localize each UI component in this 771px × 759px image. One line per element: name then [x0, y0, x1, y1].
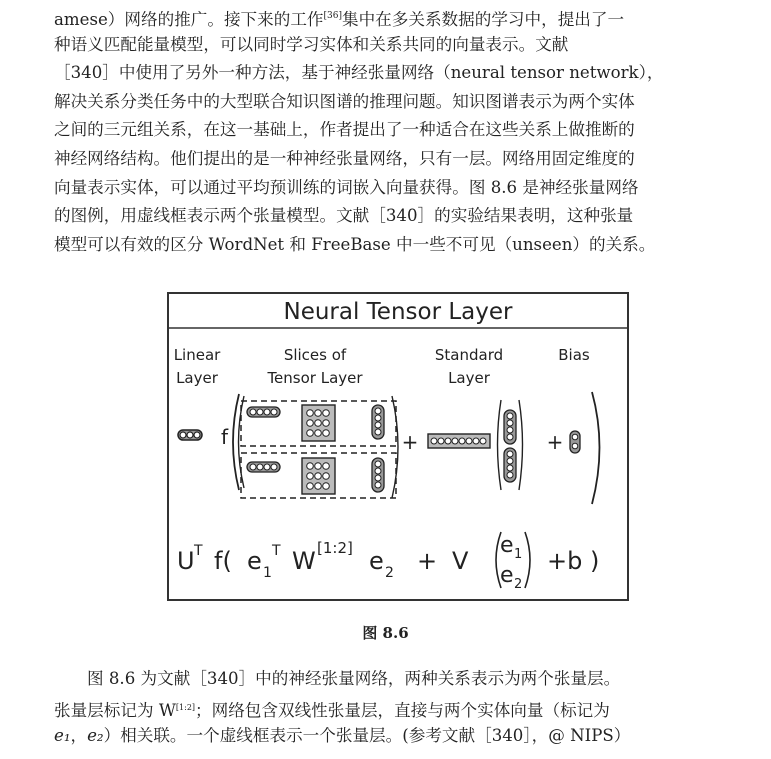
- text-line: 张量层标记为 W[1:2]；网络包含双线性张量层，直接与两个实体向量（标记为: [54, 700, 610, 720]
- formula-plus: +: [417, 547, 438, 575]
- col-standard-label-1: Standard: [434, 346, 504, 364]
- entity-e2: e₂: [87, 726, 104, 746]
- formula-v: V: [452, 547, 469, 575]
- paragraph-figure-description: [54, 665, 754, 751]
- plus-sign-1: +: [401, 430, 419, 454]
- formula-vec-e1-subscript: 1: [514, 547, 523, 562]
- formula-vec-e1: e: [500, 533, 514, 558]
- paragraph-intro: [54, 2, 754, 259]
- figure-title: Neural Tensor Layer: [283, 299, 513, 325]
- col-standard-label-2: Layer: [448, 369, 490, 387]
- formula-f: f(: [214, 547, 232, 575]
- text-line: 神经网络结构。他们提出的是一种神经张量网络，只有一层。网络用固定维度的: [54, 148, 635, 168]
- col-slices-label-2: Tensor Layer: [267, 369, 363, 387]
- text-line: 向量表示实体，可以通过平均预训练的词嵌入向量获得。图 8.6 是神经张量网络: [54, 177, 639, 197]
- w-superscript: [1:2]: [175, 702, 196, 712]
- formula-e1-transpose: T: [272, 543, 281, 559]
- citation-ref: [36]: [323, 11, 342, 21]
- text-line: 的图例，用虚线框表示两个张量模型。文献［340］的实验结果表明，这种张量: [54, 206, 634, 226]
- text-line: 种语义匹配能量模型，可以同时学习实体和关系共同的向量表示。文献: [54, 34, 569, 54]
- figure-caption: 图 8.6: [362, 624, 409, 642]
- plus-sign-2: +: [546, 430, 564, 454]
- formula-vec-e2: e: [500, 563, 514, 588]
- col-linear-label-2: Layer: [176, 369, 218, 387]
- formula-u-transpose: T: [194, 543, 203, 559]
- text-line: 之间的三元组关系，在这一基础上，作者提出了一种适合在这些关系上做推断的: [54, 120, 635, 140]
- formula-vec-e2-subscript: 2: [514, 577, 523, 592]
- text-line: 解决关系分类任务中的大型联合知识图谱的推理问题。知识图谱表示为两个实体: [54, 91, 635, 111]
- text-line: 图 8.6 为文献［340］中的神经张量网络，两种关系表示为两个张量层。: [87, 669, 621, 688]
- formula-e1-subscript: 1: [263, 565, 272, 581]
- activation-f: f: [221, 425, 229, 449]
- text-line: amese）网络的推广。接下来的工作[36]集中在多关系数据的学习中，提出了一: [54, 10, 625, 29]
- formula-e1: e: [247, 547, 262, 575]
- standard-layer-weights: [428, 434, 490, 448]
- formula-u: U: [177, 547, 195, 575]
- col-linear-label-1: Linear: [173, 346, 221, 364]
- linear-layer-vector: [178, 430, 202, 440]
- formula-w-superscript: [1:2]: [317, 539, 353, 557]
- formula-e2-subscript: 2: [385, 565, 394, 581]
- text-line: e₁，e₂）相关联。一个虚线框表示一个张量层。(参考文献［340］，@ NIPS）: [54, 726, 631, 746]
- bias-vector: [570, 431, 580, 453]
- formula-w: W: [292, 547, 316, 575]
- entity-e1: e₁: [54, 726, 71, 746]
- col-slices-label-1: Slices of: [283, 346, 347, 364]
- formula-e2: e: [369, 547, 384, 575]
- neural-tensor-layer-figure: [167, 292, 629, 601]
- formula-bias-term: +b ): [547, 547, 600, 575]
- text-line: 模型可以有效的区分 WordNet 和 FreeBase 中一些不可见（unseen）的关系。: [54, 234, 656, 254]
- text-line: ［340］中使用了另外一种方法，基于神经张量网络（neural tensor network），: [54, 63, 664, 83]
- col-bias-label: Bias: [558, 346, 590, 364]
